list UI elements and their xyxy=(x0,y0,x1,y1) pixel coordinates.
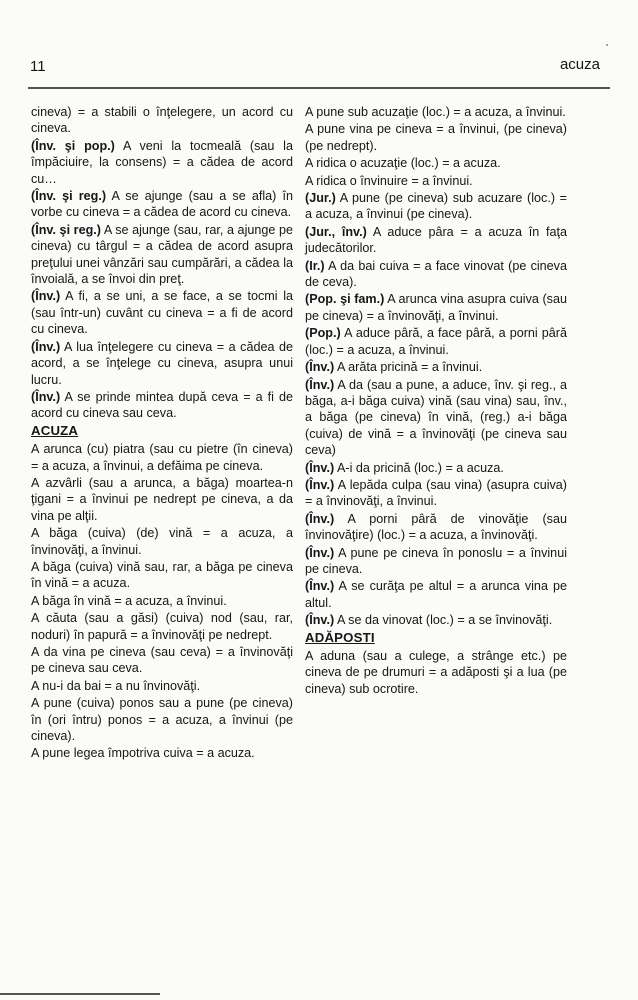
dictionary-entry xyxy=(305,578,567,611)
dictionary-entry xyxy=(31,222,293,288)
dictionary-entry xyxy=(305,104,567,120)
footer-rule xyxy=(0,993,160,995)
entry-text: A pune sub acuzaţie (loc.) = a acuza, a învinui. xyxy=(305,105,566,119)
entry-text: A pune legea împotriva cuiva = a acuza. xyxy=(31,746,255,761)
entry-text: A pune vina pe cineva = a învinui, (pe cineva) (pe nedrept). xyxy=(305,122,567,153)
entry-text: A căuta (sau a găsi) (cuiva) nod (sau, rar, noduri) în papură = a învinovăţi pe nedrept. xyxy=(31,611,293,642)
left-column xyxy=(31,104,293,763)
usage-label: (Înv. şi pop.) xyxy=(31,138,115,153)
entry-text: A da bai cuiva = a face vinovat (pe cineva de ceva). xyxy=(305,258,567,290)
dictionary-entry xyxy=(31,441,293,474)
entry-text: A pune pe cineva în ponoslu = a învinui pe cineva. xyxy=(305,545,567,576)
usage-label: (Înv.) xyxy=(31,339,61,354)
usage-label: (Înv.) xyxy=(305,545,335,560)
dictionary-entry xyxy=(31,525,293,558)
dictionary-entry xyxy=(31,104,293,137)
entry-text: A arăta pricină = a învinui. xyxy=(336,360,483,375)
right-column xyxy=(305,104,567,698)
dictionary-entry xyxy=(305,477,567,510)
dictionary-entry xyxy=(305,511,567,544)
usage-label: (Înv.) xyxy=(305,579,335,594)
usage-label: (Înv. şi reg.) xyxy=(31,189,107,204)
headword: ADĂPOSTI xyxy=(305,629,375,645)
entry-text: A fi, a se uni, a se face, a se tocmi la (sau într-un) cuvânt cu cineva = a fi de acord cu cineva. xyxy=(31,289,294,337)
usage-label: (Înv.) xyxy=(305,511,335,526)
dictionary-entry xyxy=(305,224,567,257)
dictionary-entry xyxy=(305,612,567,628)
dictionary-entry xyxy=(31,695,293,744)
usage-label: (Înv.) xyxy=(305,613,335,628)
dictionary-entry xyxy=(305,291,567,324)
entry-text: A nu-i da bai = a nu învinovăţi. xyxy=(31,678,201,693)
entry-text: A lua înţelegere cu cineva = a cădea de acord, a se înţelege cu cineva, asupra unui lucru. xyxy=(31,339,293,387)
entry-text: A ridica o acuzaţie (loc.) = a acuza. xyxy=(305,156,501,171)
dictionary-entry xyxy=(305,545,567,578)
usage-label: (Ir.) xyxy=(305,258,325,273)
entry-text: A ridica o învinuire = a învinui. xyxy=(305,173,473,188)
usage-label: (Înv.) xyxy=(305,360,335,375)
entry-text: A pune (cuiva) ponos sau a pune (pe cineva) în (ori întru) ponos = a acuza, a învinui (pe cineva). xyxy=(31,696,293,744)
dictionary-entry xyxy=(305,190,567,223)
entry-text: A da (sau a pune, a aduce, înv. şi reg., a băga, a-i băga cuiva) vină (sau vina) sau, înv., a băga (pe cineva) în vină, (reg.) a-i băga (cuiva) de vină = a învinovăţi (pe cineva sau ceva) xyxy=(305,377,567,458)
dictionary-entry xyxy=(31,610,293,643)
dictionary-entry xyxy=(31,288,293,337)
entry-text: A se prinde mintea după ceva = a fi de acord cu cineva sau ceva. xyxy=(31,389,293,421)
usage-label: (Înv.) xyxy=(305,460,335,475)
entry-text: A veni la tocmeală (sau la împăciuire, la consens) = a cădea de acord cu… xyxy=(31,138,293,186)
dictionary-entry xyxy=(305,155,567,171)
usage-label: (Înv.) xyxy=(305,377,335,392)
dictionary-entry xyxy=(31,745,293,761)
entry-text: A băga (cuiva) vină sau, rar, a băga pe cineva în vină = a acuza. xyxy=(31,559,293,591)
usage-label: (Înv.) xyxy=(31,289,61,304)
entry-text: A lepăda culpa (sau vina) (asupra cuiva) = a învinovăţi, a învinui. xyxy=(305,477,568,509)
dictionary-entry xyxy=(305,460,567,476)
header-rule xyxy=(28,87,610,89)
entry-text: A aduce pâra = a acuza în faţa judecătorilor. xyxy=(305,224,567,256)
dictionary-entry xyxy=(305,359,567,375)
entry-text: A da vina pe cineva (sau ceva) = a învinovăţi pe cineva sau ceva. xyxy=(31,645,293,676)
dictionary-entry xyxy=(305,173,567,189)
entry-text: A aduce pâră, a face pâră, a porni pâră (loc.) = a acuza, a învinui. xyxy=(305,326,567,357)
dictionary-entry xyxy=(31,475,293,524)
dictionary-entry xyxy=(31,138,293,187)
headword: ACUZA xyxy=(31,422,79,438)
usage-label: (Înv. şi reg.) xyxy=(31,222,101,237)
entry-text: A se ajunge (sau a se afla) în vorbe cu cineva = a cădea de acord cu cineva. xyxy=(31,189,293,220)
usage-label: (Jur., înv.) xyxy=(305,224,367,239)
usage-label: (Înv.) xyxy=(305,477,335,492)
entry-text: cineva) = a stabili o înţelegere, un acord cu cineva. xyxy=(31,105,293,136)
dictionary-entry xyxy=(31,644,293,677)
page-number: 11 xyxy=(30,58,46,75)
entry-text: A se curăţa pe altul = a arunca vina pe altul. xyxy=(305,579,567,610)
dictionary-entry xyxy=(31,593,293,609)
dictionary-entry xyxy=(31,389,293,422)
entry-text: A se da vinovat (loc.) = a se învinovăţi. xyxy=(336,613,553,628)
dictionary-entry xyxy=(31,339,293,388)
usage-label: (Jur.) xyxy=(305,191,336,206)
dictionary-entry xyxy=(305,377,567,459)
entry-text: A-i da pricină (loc.) = a acuza. xyxy=(336,460,504,475)
dictionary-entry xyxy=(305,121,567,154)
dictionary-entry xyxy=(305,258,567,291)
usage-label: (Înv.) xyxy=(31,389,61,404)
dictionary-entry xyxy=(31,678,293,694)
entry-text: A pune (pe cineva) sub acuzare (loc.) = a acuza, a învinui (pe cineva). xyxy=(305,191,567,222)
entry-text: A se ajunge (sau, rar, a ajunge pe cineva) cu târgul = a cădea de acord asupra preţului unei vânzări sau cumpărări, a cădea la învoială, a se învoi din preţ. xyxy=(31,222,293,287)
entry-text: A aduna (sau a culege, a strânge etc.) pe cineva de pe drumuri = a adăposti şi a lua (pe cineva) sub ocrotire. xyxy=(305,649,567,696)
entry-text: A arunca vina asupra cuiva (sau pe cineva) = a învinovăţi, a învinui. xyxy=(305,292,567,323)
entry-text: A băga în vină = a acuza, a învinui. xyxy=(31,593,227,608)
usage-label: (Pop. şi fam.) xyxy=(305,292,385,307)
print-speck xyxy=(606,44,608,46)
dictionary-entry xyxy=(31,559,293,592)
dictionary-entry xyxy=(305,648,567,697)
dictionary-entry xyxy=(31,188,293,221)
running-head: acuza xyxy=(559,56,600,73)
usage-label: (Pop.) xyxy=(305,326,341,341)
entry-text: A băga (cuiva) (de) vină = a acuza, a învinovăţi, a învinui. xyxy=(31,526,293,557)
entry-text: A azvârli (sau a arunca, a băga) moartea-n ţigani = a învinui pe nedrept pe cineva, a da vina pe alţii. xyxy=(31,475,293,523)
entry-text: A porni pâră de vinovăţie (sau învinovăţire) (loc.) = a acuza, a învinovăţi. xyxy=(305,511,567,543)
entry-text: A arunca (cu) piatra (sau cu pietre (în cineva) = a acuza, a învinui, a defăima pe cineva. xyxy=(31,442,293,473)
dictionary-entry xyxy=(305,325,567,358)
